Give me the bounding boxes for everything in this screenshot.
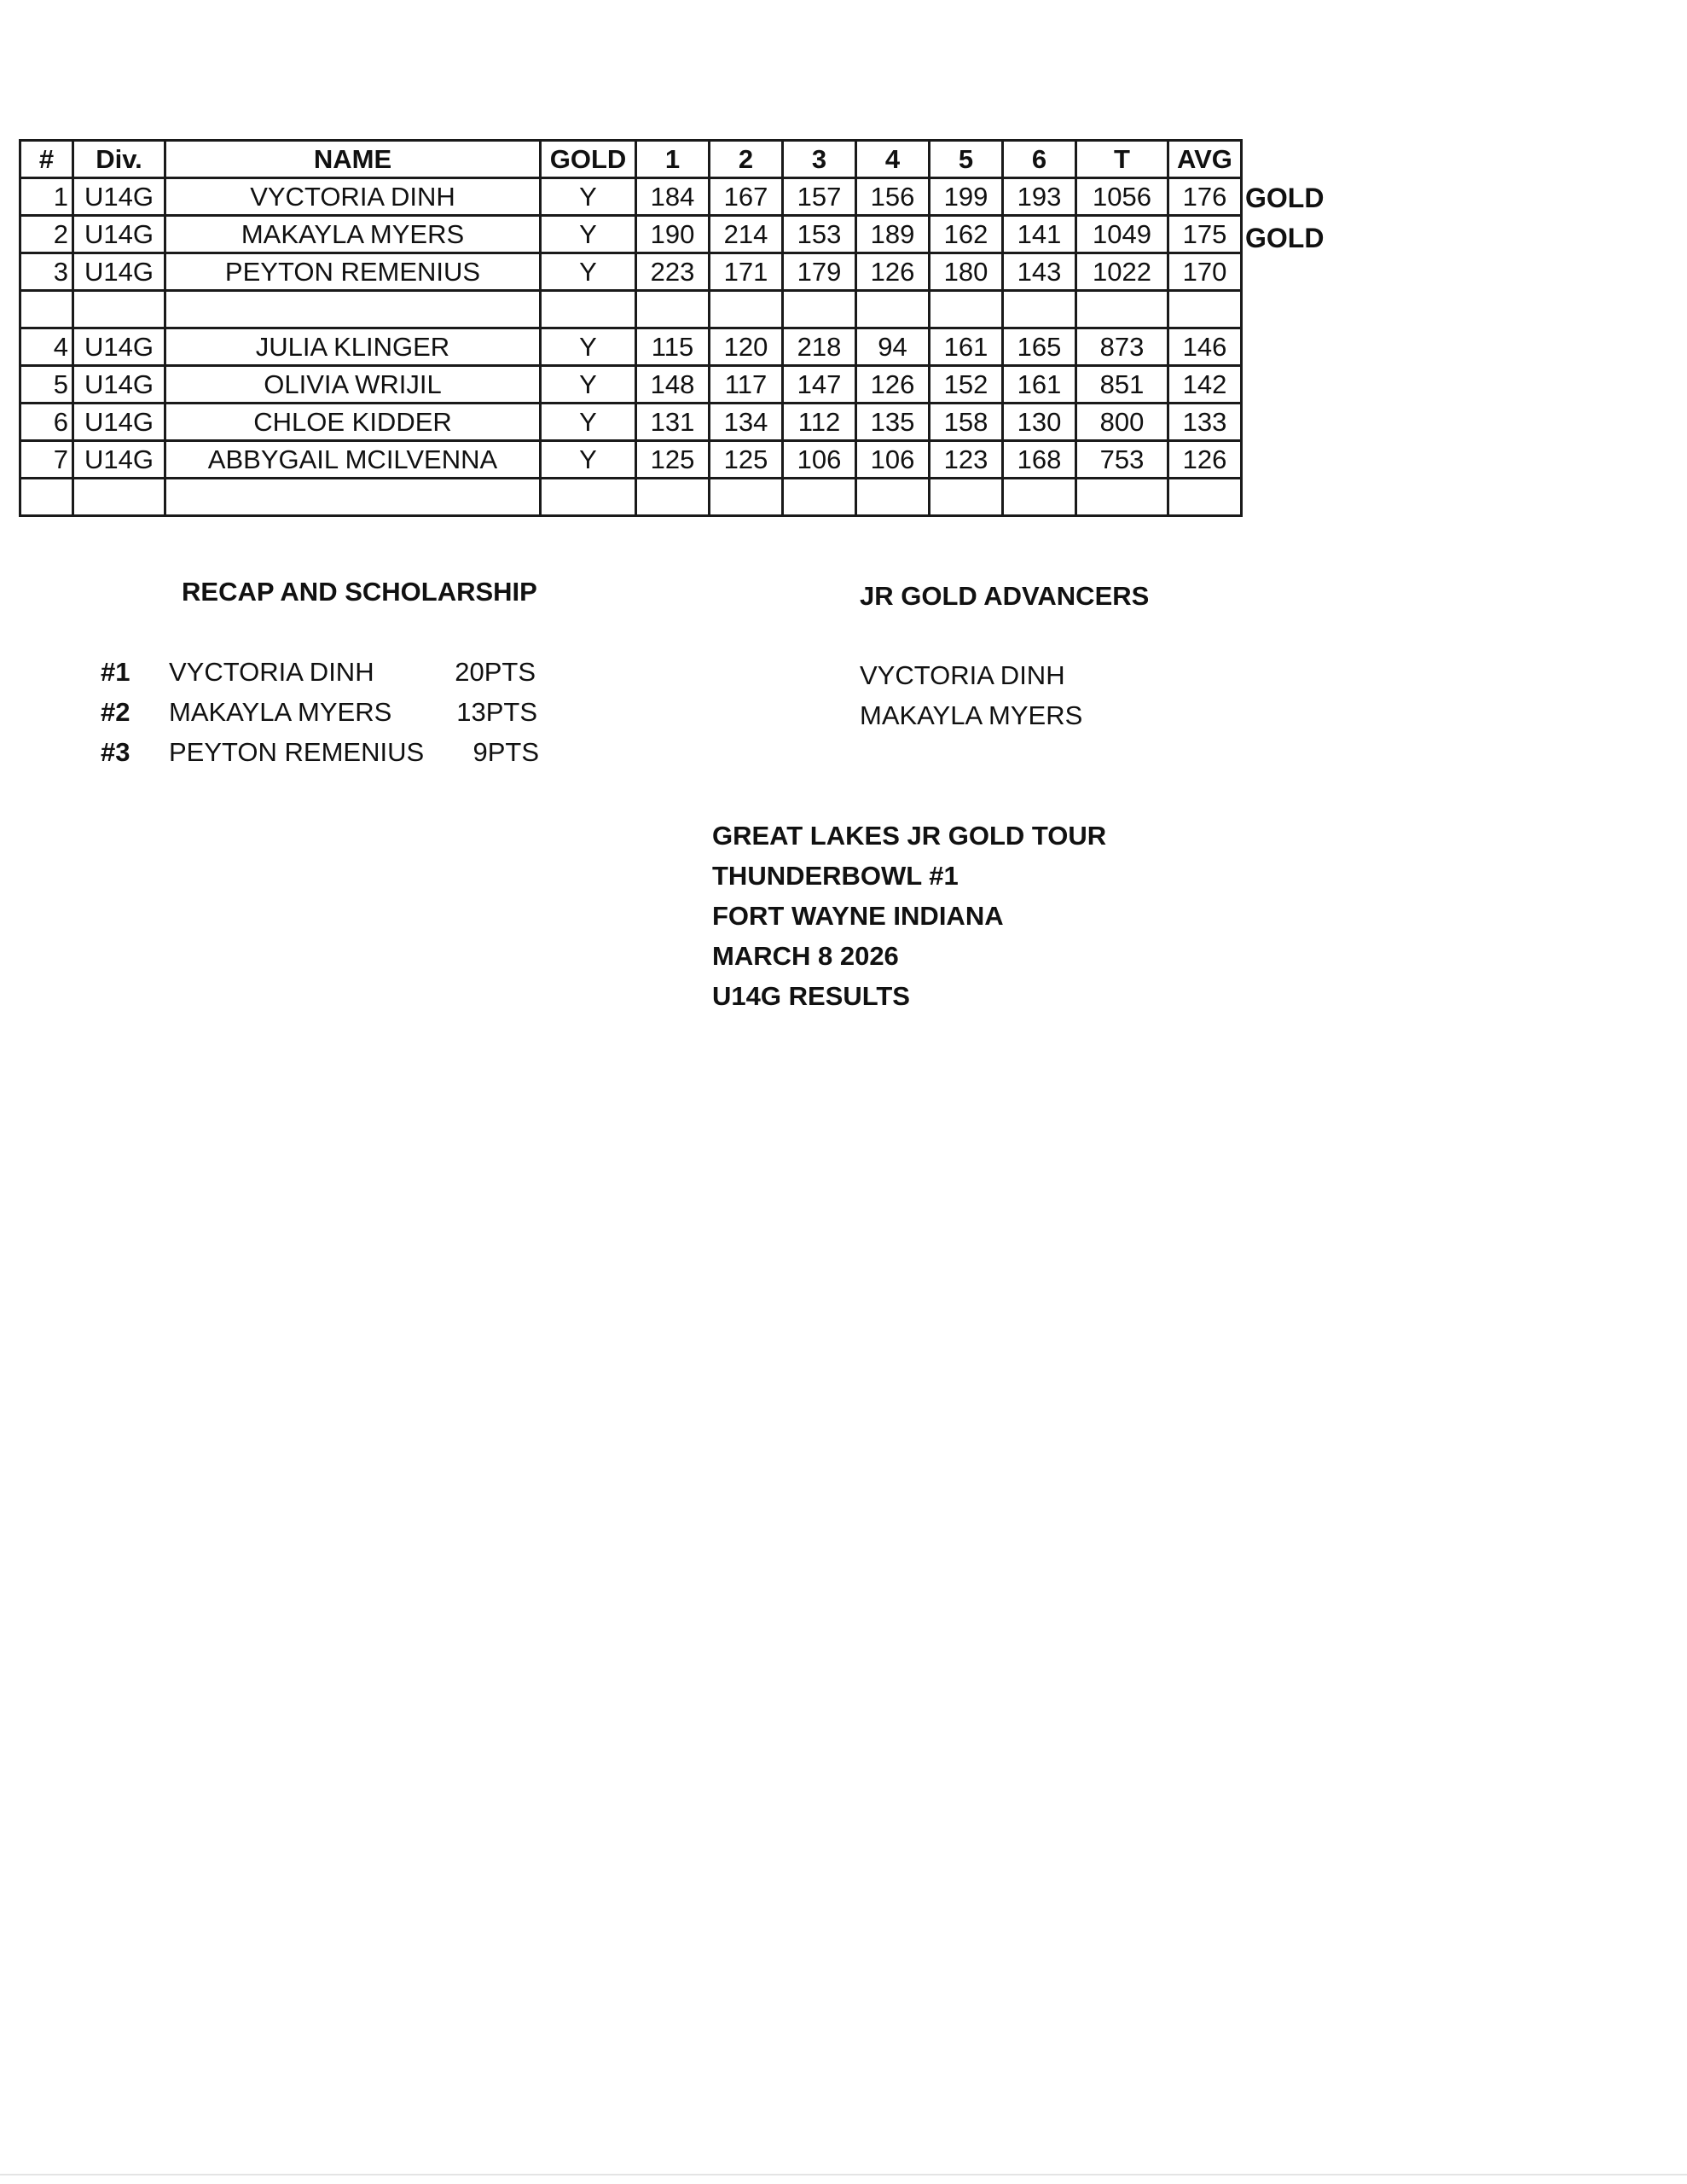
event-date: MARCH 8 2026 bbox=[712, 941, 899, 971]
cell-total: 1022 bbox=[1076, 253, 1168, 291]
cell-game-4: 156 bbox=[856, 178, 930, 216]
cell-game-6 bbox=[1003, 479, 1076, 516]
cell-gold: Y bbox=[541, 404, 636, 441]
cell-name: PEYTON REMENIUS bbox=[165, 253, 541, 291]
recap-entry bbox=[101, 697, 537, 729]
cell-game-5: 123 bbox=[930, 441, 1003, 479]
table-row bbox=[20, 178, 1242, 216]
cell-game-3: 218 bbox=[783, 328, 856, 366]
col-header-game-3: 3 bbox=[783, 141, 856, 178]
cell-game-3 bbox=[783, 479, 856, 516]
cell-total: 800 bbox=[1076, 404, 1168, 441]
cell-game-3: 157 bbox=[783, 178, 856, 216]
cell-game-5: 161 bbox=[930, 328, 1003, 366]
cell-game-6: 193 bbox=[1003, 178, 1076, 216]
table-row bbox=[20, 291, 1242, 328]
cell-average: 170 bbox=[1168, 253, 1242, 291]
cell-rank: 4 bbox=[20, 328, 73, 366]
col-header-game-4: 4 bbox=[856, 141, 930, 178]
event-tour-name: GREAT LAKES JR GOLD TOUR bbox=[712, 821, 1107, 851]
cell-gold bbox=[541, 479, 636, 516]
recap-name: MAKAYLA MYERS bbox=[169, 697, 392, 727]
cell-gold: Y bbox=[541, 216, 636, 253]
col-header-number: # bbox=[20, 141, 73, 178]
recap-points: 13PTS bbox=[456, 697, 537, 727]
col-header-total: T bbox=[1076, 141, 1168, 178]
col-header-game-2: 2 bbox=[710, 141, 783, 178]
cell-rank bbox=[20, 291, 73, 328]
advancer-name: VYCTORIA DINH bbox=[860, 660, 1065, 690]
cell-gold bbox=[541, 291, 636, 328]
cell-rank: 6 bbox=[20, 404, 73, 441]
cell-average: 142 bbox=[1168, 366, 1242, 404]
cell-game-6: 143 bbox=[1003, 253, 1076, 291]
cell-game-3 bbox=[783, 291, 856, 328]
cell-name: OLIVIA WRIJIL bbox=[165, 366, 541, 404]
cell-game-1 bbox=[636, 479, 710, 516]
cell-name: ABBYGAIL MCILVENNA bbox=[165, 441, 541, 479]
table-row bbox=[20, 253, 1242, 291]
cell-game-1: 190 bbox=[636, 216, 710, 253]
cell-game-4: 189 bbox=[856, 216, 930, 253]
cell-gold: Y bbox=[541, 328, 636, 366]
cell-average: 146 bbox=[1168, 328, 1242, 366]
cell-game-6: 161 bbox=[1003, 366, 1076, 404]
cell-game-4: 126 bbox=[856, 366, 930, 404]
cell-division: U14G bbox=[73, 178, 165, 216]
recap-name: VYCTORIA DINH bbox=[169, 657, 374, 687]
cell-total: 1056 bbox=[1076, 178, 1168, 216]
recap-rank: #1 bbox=[101, 657, 130, 687]
cell-game-4: 94 bbox=[856, 328, 930, 366]
cell-game-4 bbox=[856, 479, 930, 516]
recap-rank: #2 bbox=[101, 697, 130, 727]
cell-game-3: 153 bbox=[783, 216, 856, 253]
cell-rank: 3 bbox=[20, 253, 73, 291]
recap-points: 20PTS bbox=[455, 657, 536, 687]
cell-average: 126 bbox=[1168, 441, 1242, 479]
recap-entry bbox=[101, 657, 536, 689]
cell-average bbox=[1168, 291, 1242, 328]
cell-game-1: 148 bbox=[636, 366, 710, 404]
cell-total bbox=[1076, 479, 1168, 516]
cell-name bbox=[165, 479, 541, 516]
cell-game-6: 141 bbox=[1003, 216, 1076, 253]
cell-game-2: 214 bbox=[710, 216, 783, 253]
recap-name: PEYTON REMENIUS bbox=[169, 737, 425, 767]
cell-rank: 7 bbox=[20, 441, 73, 479]
cell-average: 133 bbox=[1168, 404, 1242, 441]
cell-game-2: 171 bbox=[710, 253, 783, 291]
cell-total: 873 bbox=[1076, 328, 1168, 366]
results-table bbox=[19, 139, 1243, 517]
cell-game-1: 131 bbox=[636, 404, 710, 441]
cell-game-6 bbox=[1003, 291, 1076, 328]
advancer-name: MAKAYLA MYERS bbox=[860, 700, 1083, 730]
cell-gold: Y bbox=[541, 253, 636, 291]
cell-division: U14G bbox=[73, 216, 165, 253]
cell-game-2: 167 bbox=[710, 178, 783, 216]
event-venue: THUNDERBOWL #1 bbox=[712, 861, 959, 891]
cell-gold: Y bbox=[541, 441, 636, 479]
table-row bbox=[20, 328, 1242, 366]
event-results-label: U14G RESULTS bbox=[712, 981, 910, 1011]
col-header-name: NAME bbox=[165, 141, 541, 178]
cell-game-1 bbox=[636, 291, 710, 328]
table-row bbox=[20, 404, 1242, 441]
gold-flag: GOLD bbox=[1245, 223, 1325, 253]
cell-game-1: 115 bbox=[636, 328, 710, 366]
recap-rank: #3 bbox=[101, 737, 130, 767]
recap-entry bbox=[101, 737, 539, 770]
recap-points: 9PTS bbox=[472, 737, 539, 767]
cell-game-3: 112 bbox=[783, 404, 856, 441]
cell-game-3: 179 bbox=[783, 253, 856, 291]
cell-division: U14G bbox=[73, 441, 165, 479]
cell-name: VYCTORIA DINH bbox=[165, 178, 541, 216]
cell-name: MAKAYLA MYERS bbox=[165, 216, 541, 253]
cell-game-6: 165 bbox=[1003, 328, 1076, 366]
cell-game-2: 134 bbox=[710, 404, 783, 441]
gold-flag: GOLD bbox=[1245, 183, 1325, 213]
cell-game-6: 130 bbox=[1003, 404, 1076, 441]
cell-game-2: 125 bbox=[710, 441, 783, 479]
cell-game-5 bbox=[930, 291, 1003, 328]
cell-average: 175 bbox=[1168, 216, 1242, 253]
cell-gold: Y bbox=[541, 178, 636, 216]
cell-total: 1049 bbox=[1076, 216, 1168, 253]
col-header-game-1: 1 bbox=[636, 141, 710, 178]
cell-rank: 1 bbox=[20, 178, 73, 216]
cell-game-5: 199 bbox=[930, 178, 1003, 216]
cell-game-1: 223 bbox=[636, 253, 710, 291]
cell-division: U14G bbox=[73, 404, 165, 441]
cell-game-4: 126 bbox=[856, 253, 930, 291]
col-header-division: Div. bbox=[73, 141, 165, 178]
col-header-game-6: 6 bbox=[1003, 141, 1076, 178]
cell-rank bbox=[20, 479, 73, 516]
cell-game-2: 117 bbox=[710, 366, 783, 404]
cell-game-2 bbox=[710, 479, 783, 516]
cell-average bbox=[1168, 479, 1242, 516]
cell-rank: 5 bbox=[20, 366, 73, 404]
cell-division: U14G bbox=[73, 253, 165, 291]
col-header-gold: GOLD bbox=[541, 141, 636, 178]
cell-division: U14G bbox=[73, 328, 165, 366]
cell-game-3: 106 bbox=[783, 441, 856, 479]
cell-division bbox=[73, 291, 165, 328]
cell-division: U14G bbox=[73, 366, 165, 404]
cell-total: 753 bbox=[1076, 441, 1168, 479]
event-location: FORT WAYNE INDIANA bbox=[712, 901, 1004, 931]
cell-name bbox=[165, 291, 541, 328]
table-row bbox=[20, 366, 1242, 404]
header-row bbox=[20, 141, 1242, 178]
table-row bbox=[20, 216, 1242, 253]
cell-game-4: 106 bbox=[856, 441, 930, 479]
cell-game-5: 180 bbox=[930, 253, 1003, 291]
cell-game-3: 147 bbox=[783, 366, 856, 404]
table-row bbox=[20, 441, 1242, 479]
advancers-heading: JR GOLD ADVANCERS bbox=[860, 581, 1150, 611]
cell-name: JULIA KLINGER bbox=[165, 328, 541, 366]
cell-game-5: 162 bbox=[930, 216, 1003, 253]
col-header-average: AVG bbox=[1168, 141, 1242, 178]
cell-name: CHLOE KIDDER bbox=[165, 404, 541, 441]
cell-game-1: 184 bbox=[636, 178, 710, 216]
cell-rank: 2 bbox=[20, 216, 73, 253]
cell-game-6: 168 bbox=[1003, 441, 1076, 479]
cell-division bbox=[73, 479, 165, 516]
cell-total bbox=[1076, 291, 1168, 328]
cell-game-2 bbox=[710, 291, 783, 328]
cell-game-5: 152 bbox=[930, 366, 1003, 404]
col-header-game-5: 5 bbox=[930, 141, 1003, 178]
cell-game-5: 158 bbox=[930, 404, 1003, 441]
cell-game-4: 135 bbox=[856, 404, 930, 441]
cell-game-2: 120 bbox=[710, 328, 783, 366]
cell-gold: Y bbox=[541, 366, 636, 404]
cell-total: 851 bbox=[1076, 366, 1168, 404]
cell-game-1: 125 bbox=[636, 441, 710, 479]
cell-game-5 bbox=[930, 479, 1003, 516]
cell-game-4 bbox=[856, 291, 930, 328]
table-row bbox=[20, 479, 1242, 516]
cell-average: 176 bbox=[1168, 178, 1242, 216]
scan-edge-line bbox=[0, 2174, 1687, 2175]
recap-heading: RECAP AND SCHOLARSHIP bbox=[182, 577, 537, 607]
